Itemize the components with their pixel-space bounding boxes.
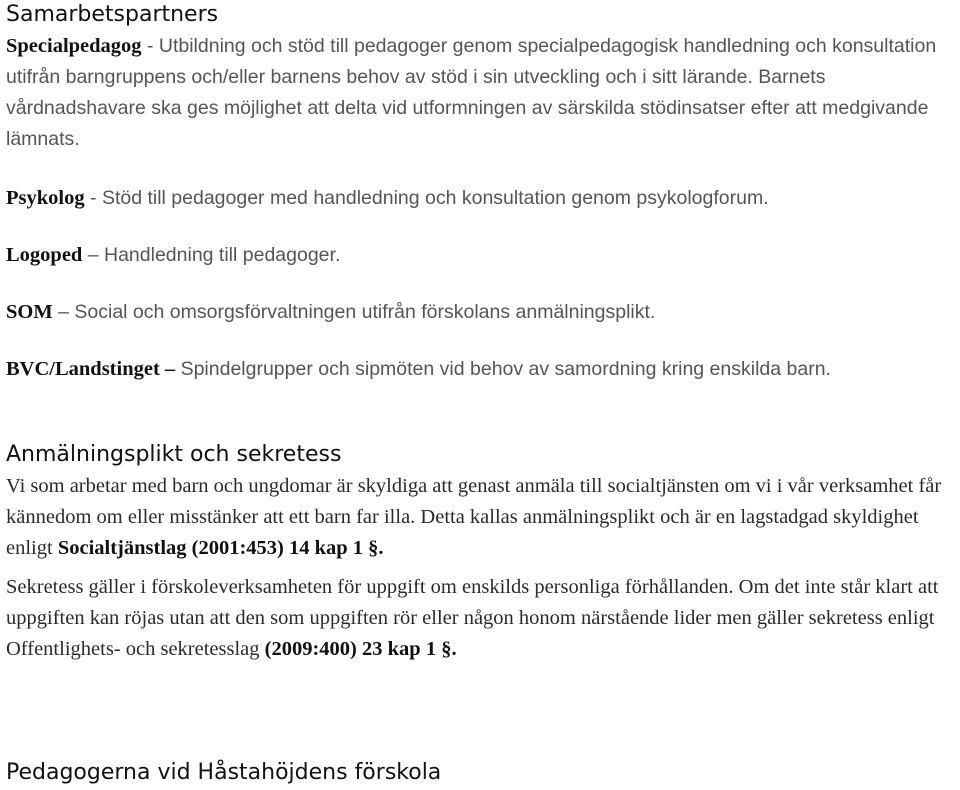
paragraph-sekretess (6, 572, 956, 665)
heading-anmalningsplikt: Anmälningsplikt och sekretess (6, 442, 342, 467)
law-offentlighetslag: (2009:400) 23 kap 1 § (264, 638, 452, 660)
signature-heading: Pedagogerna vid Håstahöjdens förskola (6, 760, 442, 785)
text-specialpedagog: - Utbildning och stöd till pedagoger genom specialpedagogisk handledning och konsultation utifrån barngruppens och/eller barnens behov av stöd i sin utveckling och i sitt lärande. Barnets vårdnadshavare ska ges möjlighet att delta vid utformningen av särskilda stödinsatser efter att medgivande lämnats. (6, 35, 937, 150)
term-som: SOM (6, 301, 53, 323)
paragraph-bvc (6, 354, 956, 385)
text-psykolog: - Stöd till pedagoger med handledning och konsultation genom psykologforum. (84, 187, 769, 209)
text-logoped: – Handledning till pedagoger. (82, 244, 341, 266)
para2-end: . (451, 638, 457, 660)
paragraph-anmalningsplikt (6, 471, 956, 564)
paragraph-psykolog (6, 183, 956, 214)
text-bvc: Spindelgrupper och sipmöten vid behov av samordning kring enskilda barn. (175, 358, 831, 380)
paragraph-som (6, 297, 956, 328)
term-specialpedagog: Specialpedagog (6, 35, 142, 57)
term-psykolog: Psykolog (6, 187, 85, 209)
text-som: – Social och omsorgsförvaltningen utifrån förskolans anmälningsplikt. (52, 301, 656, 323)
paragraph-logoped (6, 240, 956, 271)
heading-samarbetspartners: Samarbetspartners (6, 2, 219, 27)
paragraph-specialpedagog (6, 31, 956, 155)
text-anmalningsplikt: Vi som arbetar med barn och ungdomar är skyldiga att genast anmäla till socialtjänsten om vi i vår verksamhet får kännedom om eller misstänker att ett barn far illa. Detta kallas anmälningsplikt och är en lagstadgad skyldighet enligt (6, 475, 942, 559)
term-bvc: BVC/Landstinget – (6, 358, 176, 380)
law-socialtjanstlag: Socialtjänstlag (2001:453) 14 kap 1 § (57, 537, 379, 559)
para1-end: . (378, 537, 384, 559)
text-sekretess: Sekretess gäller i förskoleverksamheten för uppgift om enskilds personliga förhållanden. Om det inte står klart att uppgiften kan röjas utan att den som uppgiften rör eller någon honom närstående lider men gäller sekretess enligt Offentlighets- och sekretesslag (6, 576, 939, 660)
term-logoped: Logoped (6, 244, 83, 266)
